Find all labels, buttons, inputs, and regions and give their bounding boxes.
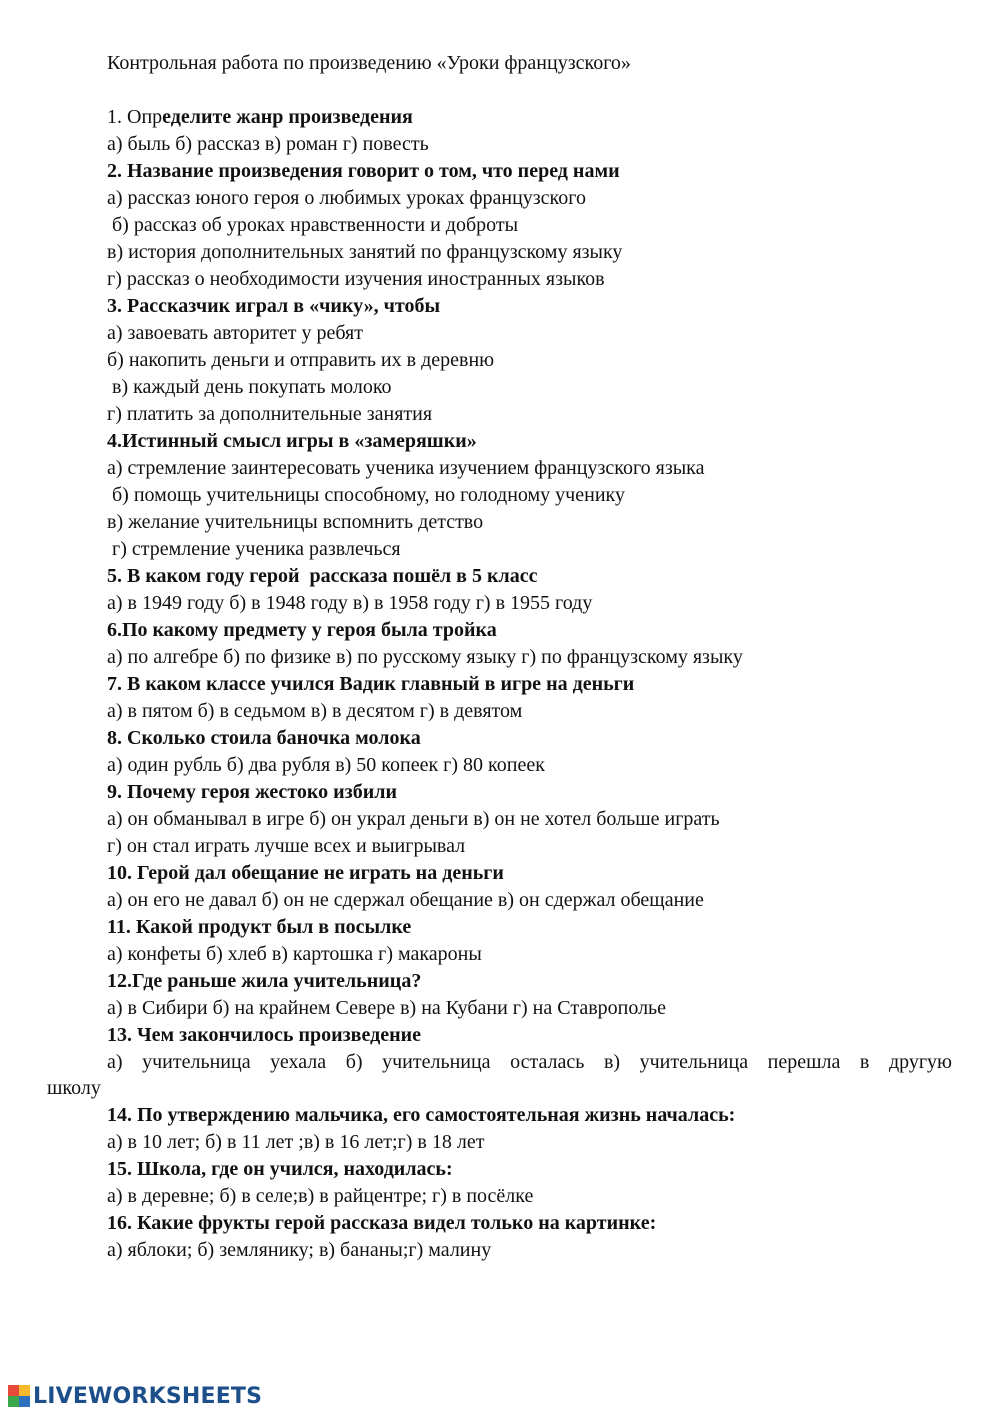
question-9: 9. Почему героя жестоко избили	[107, 781, 397, 803]
answer-options: а) в деревне; б) в селе;в) в райцентре; г) в посёлке	[107, 1185, 534, 1207]
question-15: 15. Школа, где он учился, находилась:	[107, 1158, 453, 1180]
answer-option: г) платить за дополнительные занятия	[107, 403, 433, 425]
question-2: 2. Название произведения говорит о том, что перед нами	[107, 160, 620, 182]
question-6: 6.По какому предмету у героя была тройка	[107, 619, 497, 641]
question-14: 14. По утверждению мальчика, его самостоятельная жизнь началась:	[107, 1104, 736, 1126]
question-8: 8. Сколько стоила баночка молока	[107, 727, 421, 749]
question-16: 16. Какие фрукты герой рассказа видел только на картинке:	[107, 1212, 657, 1234]
answer-option: г) стремление ученика развлечься	[107, 538, 401, 560]
question-12: 12.Где раньше жила учительница?	[107, 970, 422, 992]
answer-option: г) рассказ о необходимости изучения иностранных языков	[107, 268, 605, 290]
answer-options: а) в 10 лет; б) в 11 лет ;в) в 16 лет;г) в 18 лет	[107, 1131, 485, 1153]
answer-option: в) желание учительницы вспомнить детство	[107, 511, 484, 533]
question-4: 4.Истинный смысл игры в «замеряшки»	[107, 430, 477, 452]
answer-option: б) накопить деньги и отправить их в деревню	[107, 349, 495, 371]
answer-option: б) помощь учительницы способному, но голодному ученику	[107, 484, 625, 506]
answer-option: г) он стал играть лучше всех и выигрывал	[107, 835, 466, 857]
question-7: 7. В каком классе учился Вадик главный в игре на деньги	[107, 673, 635, 695]
answer-option: в) история дополнительных занятий по французскому языку	[107, 241, 623, 263]
answer-options: а) в пятом б) в седьмом в) в десятом г) в девятом	[107, 700, 523, 722]
question-5: 5. В каком году герой рассказа пошёл в 5 класс	[107, 565, 538, 587]
answer-option: а) рассказ юного героя о любимых уроках французского	[107, 187, 586, 209]
question-3: 3. Рассказчик играл в «чику», чтобы	[107, 295, 441, 317]
answer-options: а) быль б) рассказ в) роман г) повесть	[107, 133, 429, 155]
answer-option: в) каждый день покупать молоко	[107, 376, 392, 398]
answer-options: а) он обманывал в игре б) он украл деньги в) он не хотел больше играть	[107, 808, 720, 830]
answer-option: а) завоевать авторитет у ребят	[107, 322, 363, 344]
answer-options: а) по алгебре б) по физике в) по русскому языку г) по французскому языку	[107, 646, 743, 668]
answer-option: б) рассказ об уроках нравственности и доброты	[107, 214, 519, 236]
answer-option: а) стремление заинтересовать ученика изучением французского языка	[107, 457, 705, 479]
question-1	[107, 104, 413, 131]
answer-options: а) в 1949 году б) в 1948 году в) в 1958 году г) в 1955 году	[107, 592, 593, 614]
answer-options-continued: школу	[47, 1077, 101, 1099]
answer-options: а) яблоки; б) землянику; в) бананы;г) малину	[107, 1239, 492, 1261]
logo-text: LIVEWORKSHEETS	[33, 1383, 263, 1409]
answer-options: а) учительница уехала б) учительница осталась в) учительница перешла в другую	[107, 1051, 952, 1073]
answer-options: а) конфеты б) хлеб в) картошка г) макароны	[107, 943, 482, 965]
liveworksheets-logo-icon	[8, 1385, 30, 1407]
liveworksheets-logo	[8, 1381, 262, 1411]
question-1-text: еделите жанр произведения	[162, 106, 413, 128]
answer-options: а) он его не давал б) он не сдержал обещание в) он сдержал обещание	[107, 889, 704, 911]
answer-options: а) один рубль б) два рубля в) 50 копеек г) 80 копеек	[107, 754, 545, 776]
page-title: Контрольная работа по произведению «Уроки французского»	[107, 52, 631, 74]
answer-options: а) в Сибири б) на крайнем Севере в) на Кубани г) на Ставрополье	[107, 997, 667, 1019]
question-11: 11. Какой продукт был в посылке	[107, 916, 412, 938]
question-1-number: 1. Опр	[107, 106, 163, 128]
question-10: 10. Герой дал обещание не играть на деньги	[107, 862, 504, 884]
question-13: 13. Чем закончилось произведение	[107, 1024, 422, 1046]
